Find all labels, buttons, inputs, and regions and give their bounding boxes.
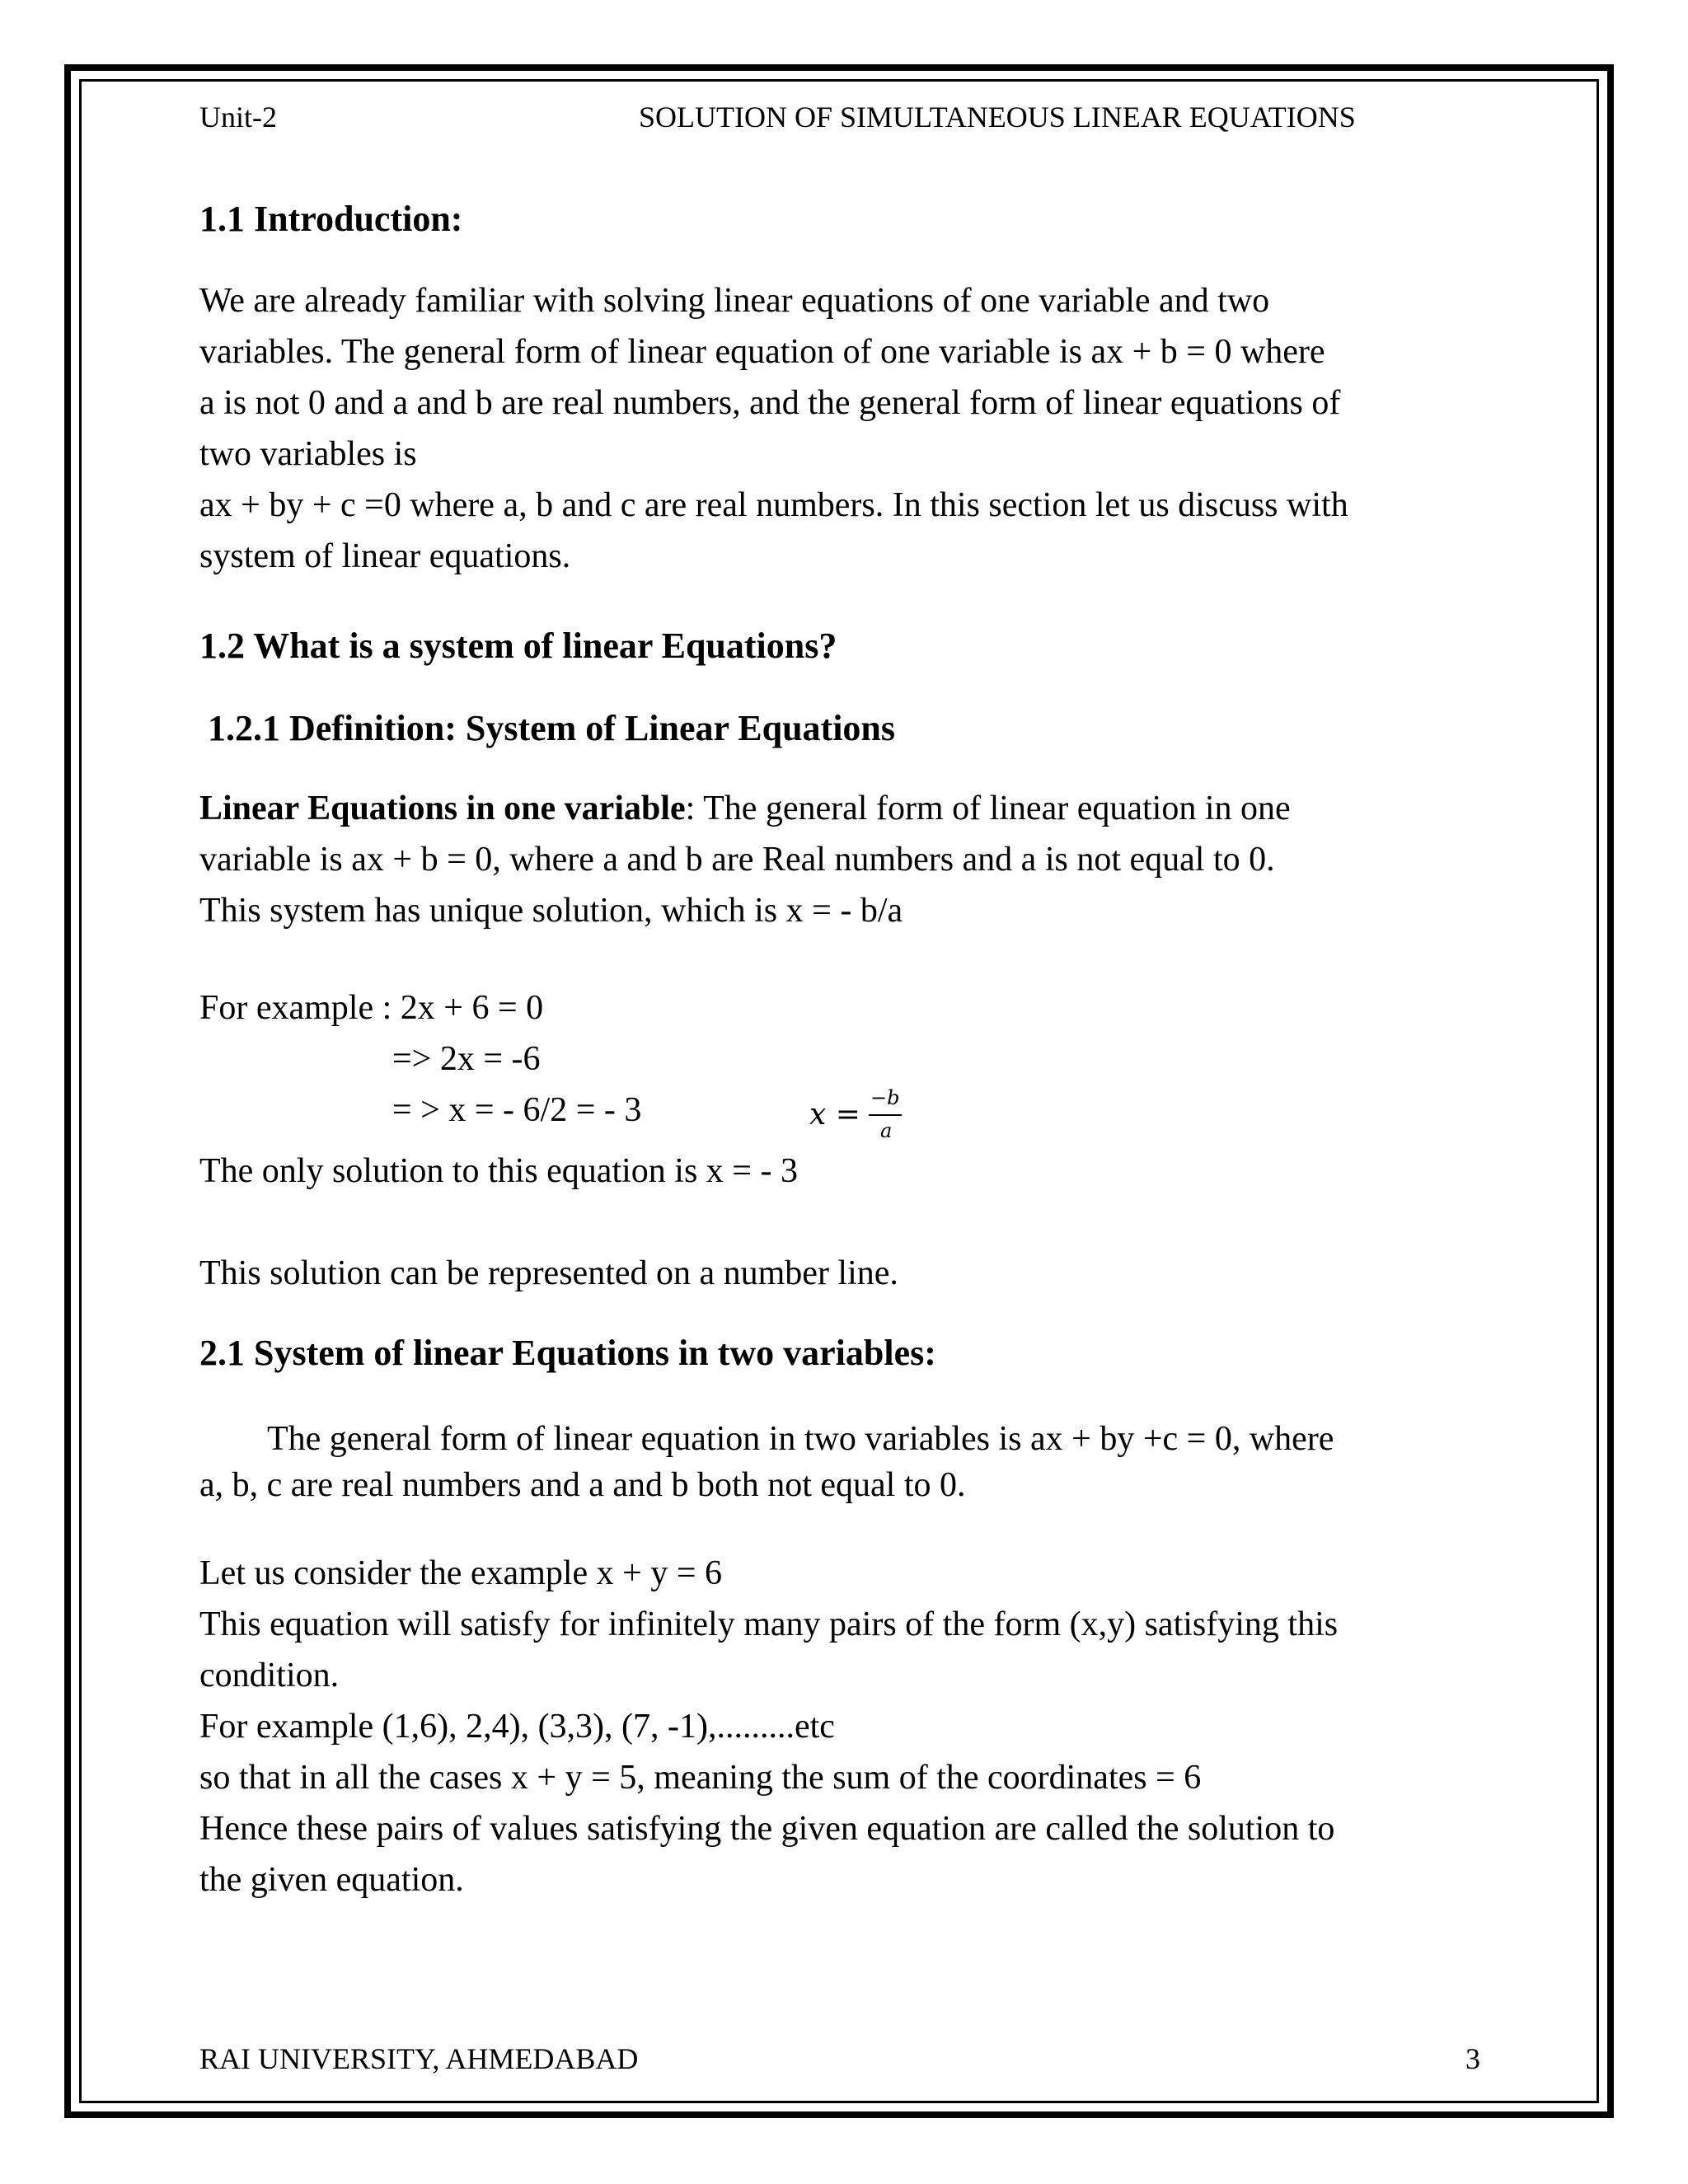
text-line: ax + by + c =0 where a, b and c are real numbers. In this section let us discuss with: [199, 486, 1348, 524]
example-conclusion: The only solution to this equation is x = - 3: [199, 1152, 798, 1190]
two-variables-paragraph: [199, 1416, 1485, 1508]
example-line-2: => 2x = -6: [392, 1040, 541, 1078]
definition-lead-line: [199, 783, 1485, 834]
example-line-1: For example : 2x + 6 = 0: [199, 989, 544, 1027]
text-line: This equation will satisfy for infinitely many pairs of the form (x,y) satisfying this: [199, 1605, 1339, 1643]
footer-institution: RAI UNIVERSITY, AHMEDABAD: [199, 2042, 639, 2075]
text-line: two variables is: [199, 435, 417, 473]
example-two-variables-paragraph: [199, 1548, 1485, 1905]
text-line: variable is ax + b = 0, where a and b are Real numbers and a is not equal to 0.: [199, 841, 1275, 879]
text-line: For example (1,6), 2,4), (3,3), (7, -1),.........etc: [199, 1708, 835, 1746]
fraction-bar: [869, 1114, 902, 1116]
text-line: the given equation.: [199, 1861, 464, 1899]
formula-lhs: x =: [809, 1098, 860, 1132]
definition-paragraph: [199, 783, 1485, 936]
heading-two-variables: 2.1 System of linear Equations in two variables:: [199, 1333, 936, 1373]
text-line: condition.: [199, 1657, 340, 1694]
formula-denominator: a: [880, 1119, 893, 1142]
number-line-note: This solution can be represented on a number line.: [199, 1254, 898, 1292]
footer-page-number: 3: [1465, 2042, 1480, 2075]
text-line: system of linear equations.: [199, 537, 571, 575]
heading-introduction: 1.1 Introduction:: [199, 199, 463, 239]
heading-definition: 1.2.1 Definition: System of Linear Equations: [208, 708, 896, 748]
text-line: a, b, c are real numbers and a and b both not equal to 0.: [199, 1466, 966, 1504]
text-line: variables. The general form of linear equation of one variable is ax + b = 0 where: [199, 333, 1325, 371]
text-line: The general form of linear equation in two variables is ax + by +c = 0, where: [267, 1420, 1334, 1458]
text-line: This system has unique solution, which is x = - b/a: [199, 892, 903, 930]
example-line-3: = > x = - 6/2 = - 3: [392, 1091, 642, 1129]
header-unit: Unit-2: [199, 101, 277, 134]
text-line: so that in all the cases x + y = 5, meaning the sum of the coordinates = 6: [199, 1759, 1202, 1797]
introduction-paragraph: [199, 275, 1485, 582]
lead-rest: : The general form of linear equation in one: [685, 790, 1291, 827]
text-line: a is not 0 and a and b are real numbers, and the general form of linear equations of: [199, 384, 1341, 422]
text-line: We are already familiar with solving linear equations of one variable and two: [199, 282, 1270, 320]
text-line: Let us consider the example x + y = 6: [199, 1554, 723, 1592]
bold-lead: Linear Equations in one variable: [199, 790, 686, 827]
formula-numerator: −b: [870, 1086, 900, 1109]
heading-system-of-linear-equations: 1.2 What is a system of linear Equations?: [199, 626, 837, 666]
text-line: Hence these pairs of values satisfying the given equation are called the solution to: [199, 1810, 1335, 1848]
header-title: SOLUTION OF SIMULTANEOUS LINEAR EQUATIONS: [639, 101, 1356, 134]
